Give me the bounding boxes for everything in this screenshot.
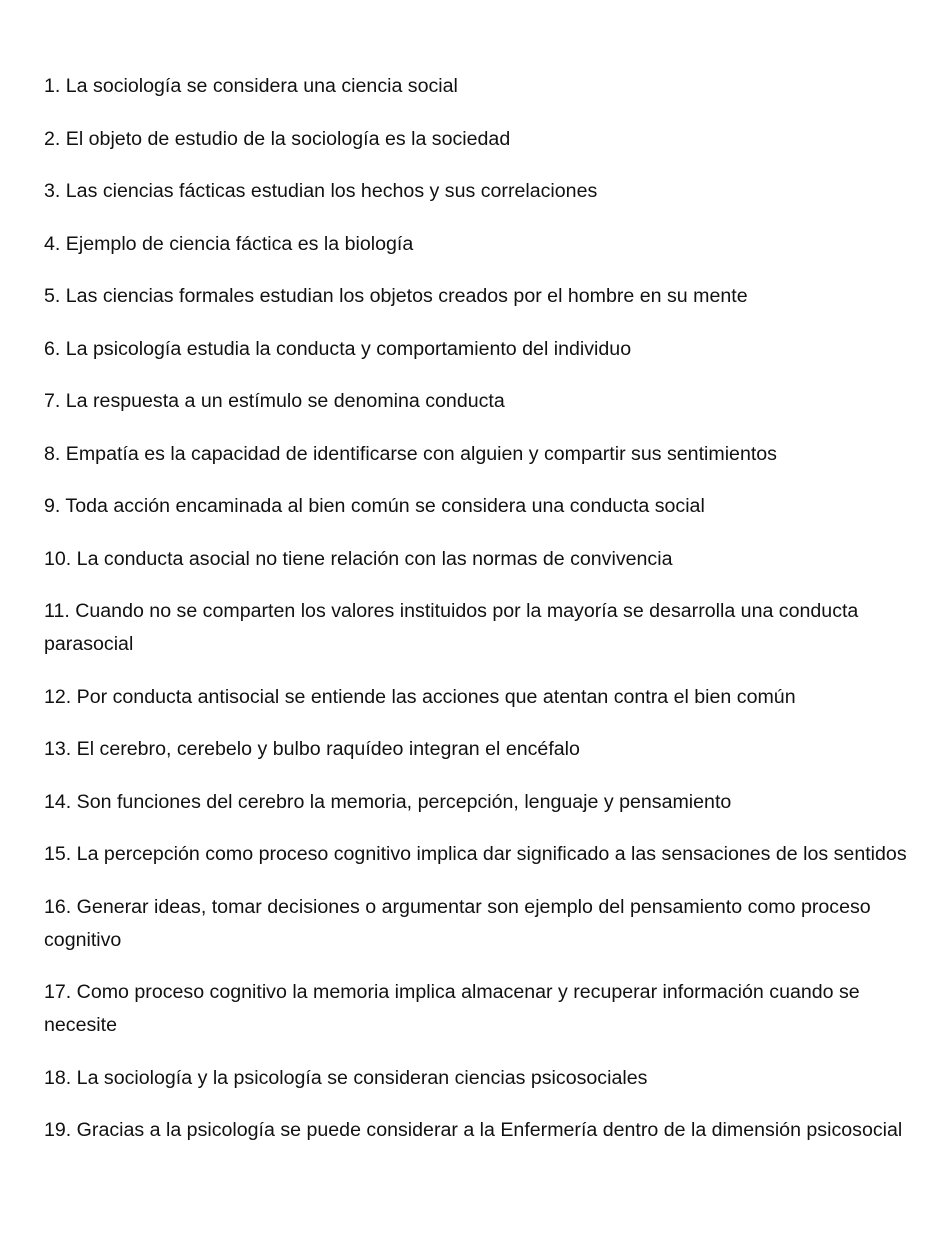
statement-16: 16. Generar ideas, tomar decisiones o argumentar son ejemplo del pensamiento como proceso cognitivo: [44, 895, 871, 951]
statement-1: 1. La sociología se considera una ciencia social: [44, 75, 458, 97]
statement-4: 4. Ejemplo de ciencia fáctica es la biología: [44, 232, 414, 255]
statement-18: 18. La sociología y la psicología se consideran ciencias psicosociales: [44, 1066, 648, 1089]
statement-14: 14. Son funciones del cerebro la memoria, percepción, lenguaje y pensamiento: [44, 790, 732, 813]
statement-9: 9. Toda acción encaminada al bien común se considera una conducta social: [44, 495, 705, 517]
statement-3: 3. Las ciencias fácticas estudian los hechos y sus correlaciones: [44, 180, 598, 202]
statement-list: [44, 70, 919, 1167]
statement-7: 7. La respuesta a un estímulo se denomina conducta: [44, 390, 505, 412]
statement-19: 19. Gracias a la psicología se puede considerar a la Enfermería dentro de la dimensión psicosocial: [44, 1119, 903, 1141]
statement-6: 6. La psicología estudia la conducta y comportamiento del individuo: [44, 337, 632, 360]
statement-10: 10. La conducta asocial no tiene relación con las normas de convivencia: [44, 547, 673, 570]
statement-2: 2. El objeto de estudio de la sociología es la sociedad: [44, 127, 511, 150]
statement-8: 8. Empatía es la capacidad de identificarse con alguien y compartir sus sentimientos: [44, 442, 777, 465]
statement-12: 12. Por conducta antisocial se entiende las acciones que atentan contra el bien común: [44, 685, 796, 708]
statement-5: 5. Las ciencias formales estudian los objetos creados por el hombre en su mente: [44, 285, 748, 307]
statement-17: 17. Como proceso cognitivo la memoria implica almacenar y recuperar información cuando se necesite: [44, 981, 860, 1036]
statement-11: 11. Cuando no se comparten los valores instituidos por la mayoría se desarrolla una conducta parasocial: [44, 600, 859, 655]
statement-15: 15. La percepción como proceso cognitivo implica dar significado a las sensaciones de los sentidos: [44, 843, 907, 865]
statement-13: 13. El cerebro, cerebelo y bulbo raquídeo integran el encéfalo: [44, 738, 580, 760]
